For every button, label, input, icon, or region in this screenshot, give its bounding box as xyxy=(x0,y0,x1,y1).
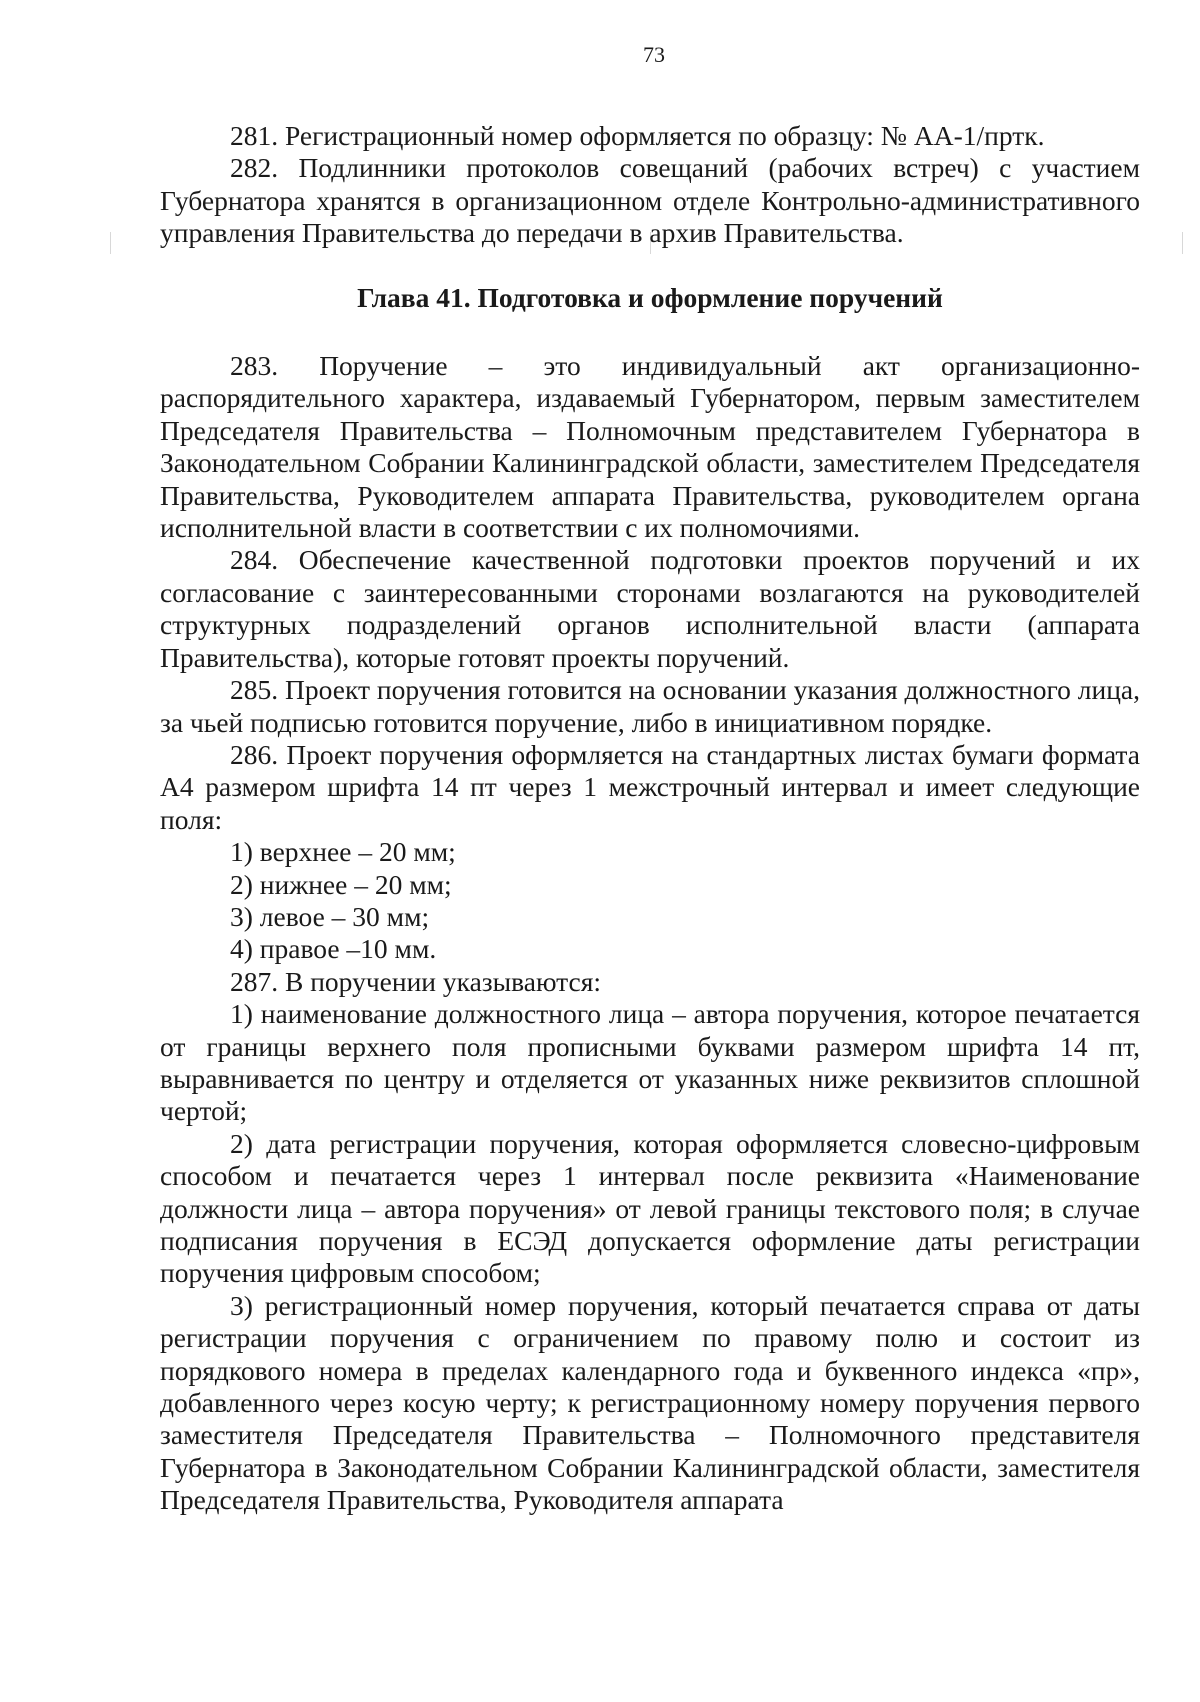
margin-item-right: 4) правое –10 мм. xyxy=(230,933,437,965)
paragraph-286: 286. Проект поручения оформляется на стандартных листах бумаги формата А4 размером шрифта 14 пт через 1 межстрочный интервал и имеет следующие поля: xyxy=(160,738,1140,835)
paragraph-283: 283. Поручение – это индивидуальный акт организационно-распорядительного характера, издаваемый Губернатором, первым заместителем Председателя Правительства – Полномочным представителем Губернатора в Законодательном Собрании Калининградской области, заместителем Председателя Правительства, Руководителем аппарата Правительства, руководителем органа исполнительной власти в соответствии с их полномочиями. xyxy=(160,350,1140,544)
scan-artifact-left xyxy=(110,232,111,254)
paragraph-287-item-2: 2) дата регистрации поручения, которая оформляется словесно-цифровым способом и печатается через 1 интервал после реквизита «Наименование должности лица – автора поручения» от левой границы текстового поля; в случае подписания поручения в ЕСЭД допускается оформление даты регистрации поручения цифровым способом; xyxy=(160,1127,1140,1289)
paragraph-281: 281. Регистрационный номер оформляется по образцу: № АА-1/пртк. xyxy=(230,120,1045,151)
margin-item-bottom: 2) нижнее – 20 мм; xyxy=(230,868,452,900)
margin-item-left: 3) левое – 30 мм; xyxy=(230,900,430,932)
paragraph-287: 287. В поручении указываются: xyxy=(230,965,601,997)
margin-item-top: 1) верхнее – 20 мм; xyxy=(230,836,456,868)
paragraph-282: 282. Подлинники протоколов совещаний (рабочих встреч) с участием Губернатора хранятся в организационном отделе Контрольно-административного управления Правительства до передачи в архив Правительства. xyxy=(160,152,1140,249)
chapter-heading: Глава 41. Подготовка и оформление поручений xyxy=(357,281,943,313)
page-number: 73 xyxy=(643,42,665,67)
paragraph-287-item-3: 3) регистрационный номер поручения, который печатается справа от даты регистрации поручения с ограничением по правому полю и состоит из порядкового номера в пределах календарного года и буквенного индекса «пр», добавленного через косую черту; к регистрационному номеру поручения первого заместителя Председателя Правительства – Полномочного представителя Губернатора в Законодательном Собрании Калининградской области, заместителя Председателя Правительства, Руководителя аппарата xyxy=(160,1289,1140,1516)
paragraph-284: 284. Обеспечение качественной подготовки проектов поручений и их согласование с заинтересованными сторонами возлагаются на руководителей структурных подразделений органов исполнительной власти (аппарата Правительства), которые готовят проекты поручений. xyxy=(160,544,1140,673)
scan-artifact-right xyxy=(1182,232,1183,254)
paragraph-287-item-1: 1) наименование должностного лица – автора поручения, которое печатается от границы верхнего поля прописными буквами размером шрифта 14 пт, выравнивается по центру и отделяется от указанных ниже реквизитов сплошной чертой; xyxy=(160,998,1140,1127)
document-page xyxy=(160,40,1140,1517)
paragraph-285: 285. Проект поручения готовится на основании указания должностного лица, за чьей подписью готовится поручение, либо в инициативном порядке. xyxy=(160,674,1140,738)
